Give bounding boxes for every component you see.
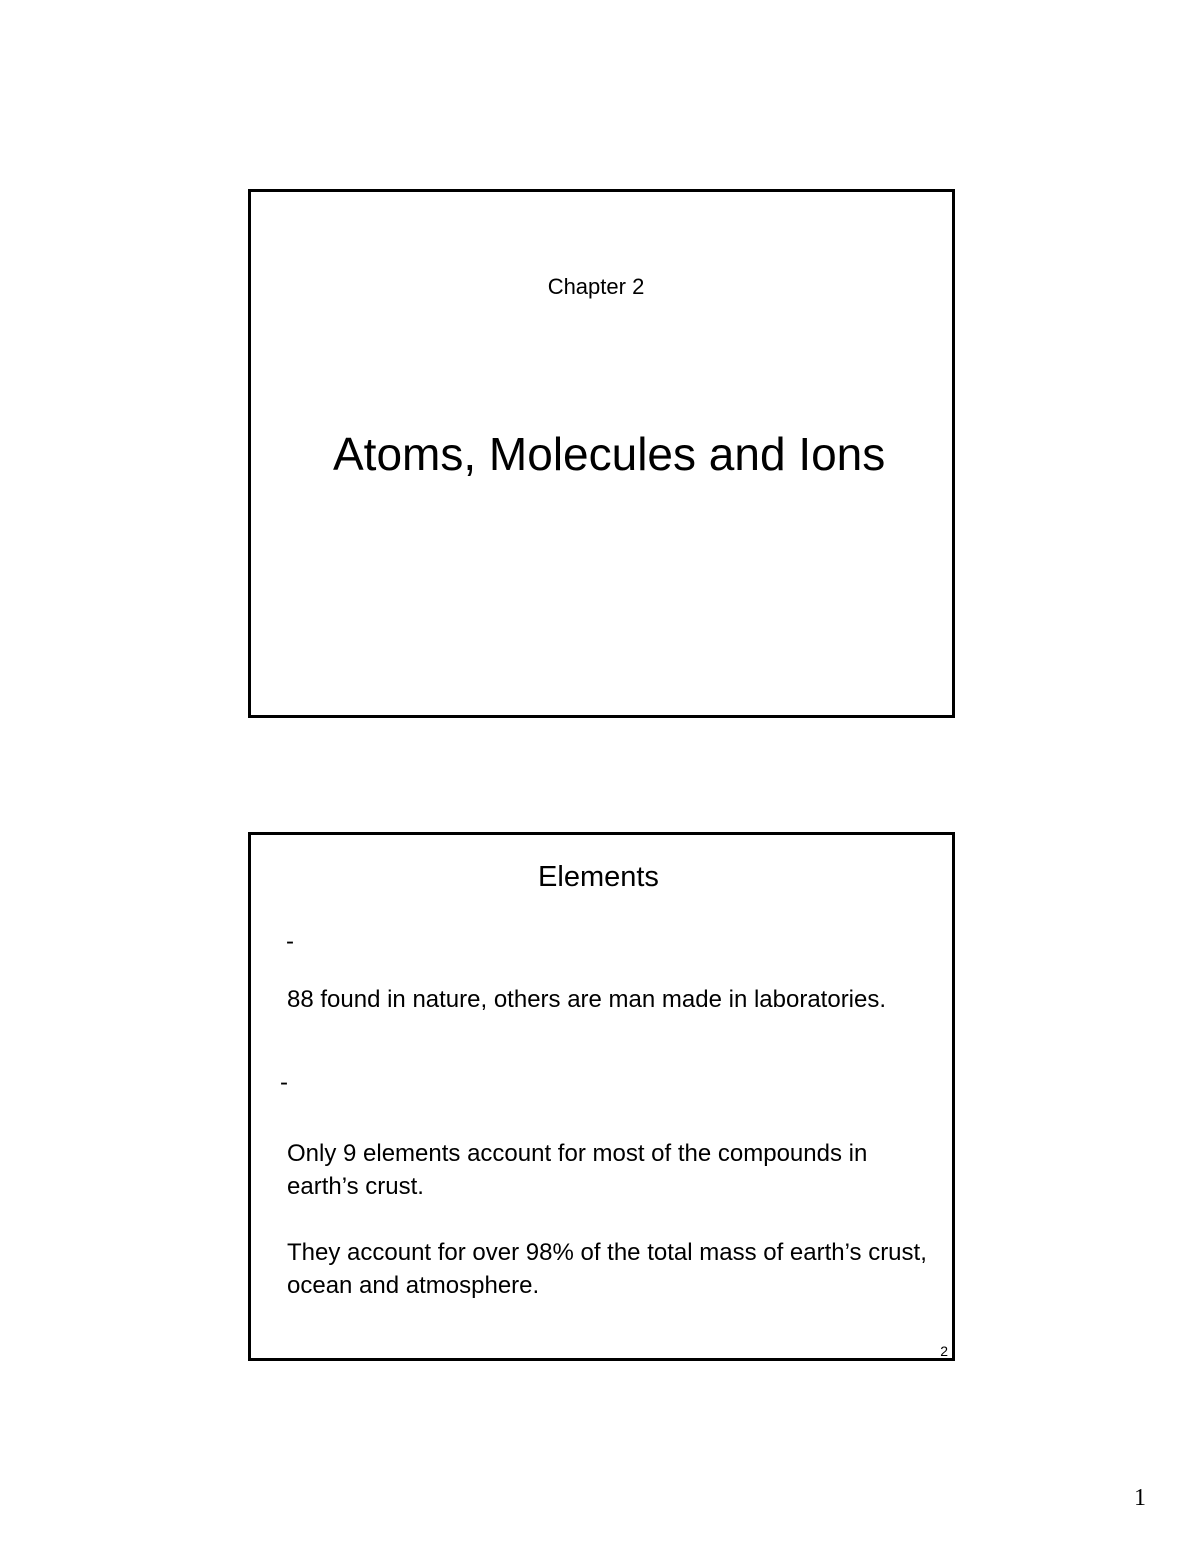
slide-1-chapter-label: Chapter 2 <box>547 274 645 299</box>
slide-2-bullet-1: - <box>286 928 294 955</box>
slide-2-title: Elements <box>538 861 659 893</box>
slide-2-line-1: 88 found in nature, others are man made in laboratories. <box>287 986 887 1013</box>
slide-2-line-3: They account for over 98% of the total mass of earth’s crust, ocean and atmosphere. <box>287 1239 927 1299</box>
slide-1 <box>248 189 955 718</box>
slide-2-bullet-2: - <box>280 1069 288 1096</box>
page-number: 1 <box>1134 1485 1146 1511</box>
slide-1-title: Atoms, Molecules and Ions <box>333 428 886 480</box>
slide-2-line-2: Only 9 elements account for most of the compounds in earth’s crust. <box>287 1140 868 1200</box>
slide-2-number: 2 <box>940 1343 948 1359</box>
slide-2 <box>248 832 955 1361</box>
